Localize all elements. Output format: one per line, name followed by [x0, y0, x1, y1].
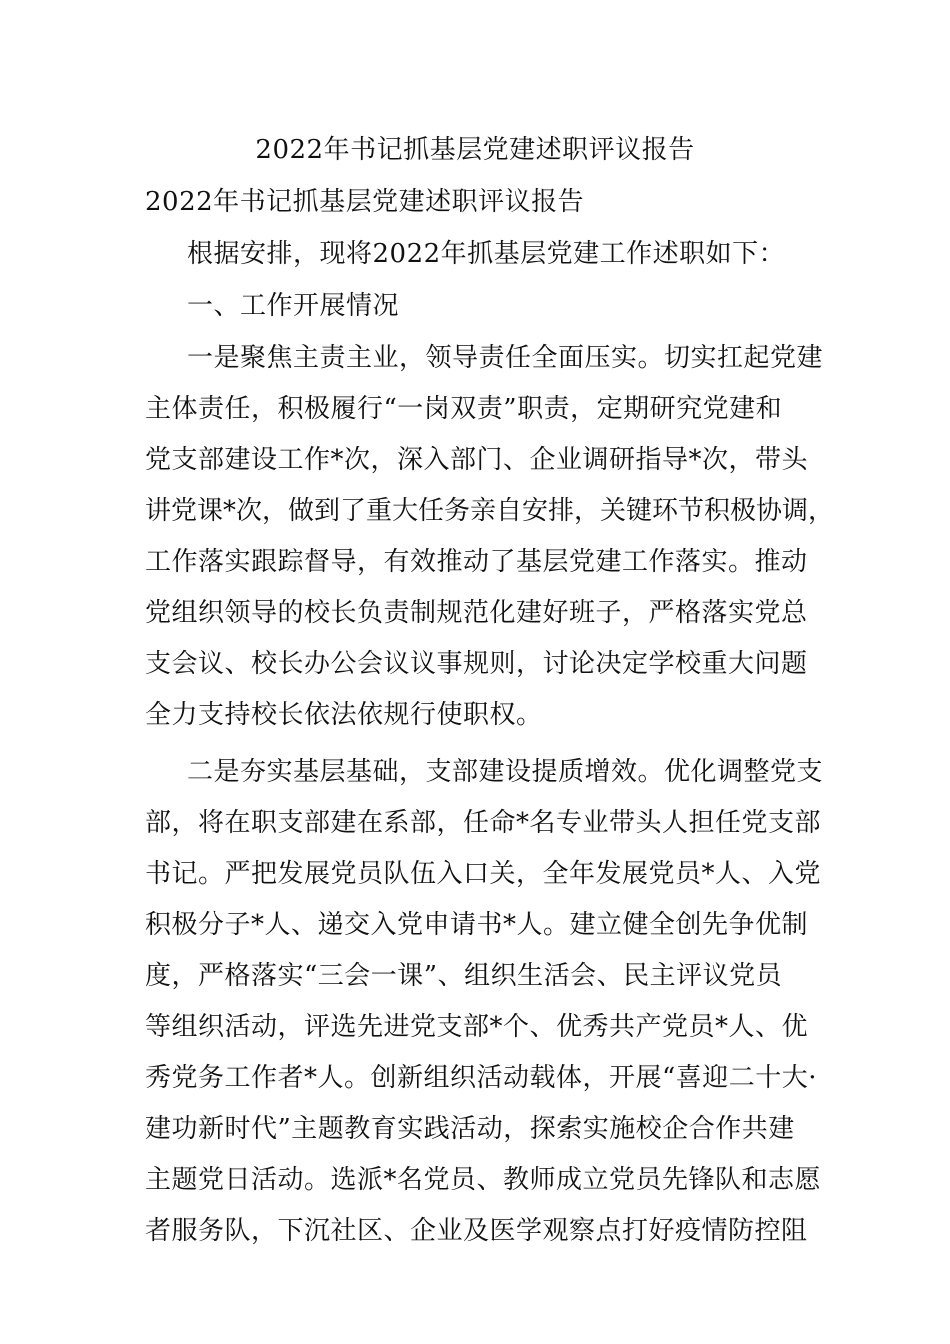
paragraph-2-line: 部，将在职支部建在系部，任命*名专业带头人担任党支部: [145, 808, 822, 838]
paragraph-2-line: 书记。严把发展党员队伍入口关，全年发展党员*人、入党: [145, 859, 822, 889]
document-title: 2022年书记抓基层党建述职评议报告: [255, 135, 695, 165]
paragraph-1-line: 主体责任，积极履行“一岗双责”职责，定期研究党建和: [145, 394, 783, 424]
section-heading: 一、工作开展情况: [187, 291, 400, 321]
paragraph-2-line: 秀党务工作者*人。创新组织活动载体，开展“喜迎二十大·: [145, 1063, 818, 1093]
paragraph-1-line: 党支部建设工作*次，深入部门、企业调研指导*次，带头: [145, 445, 809, 475]
paragraph-1-line: 讲党课*次，做到了重大任务亲自安排，关键环节积极协调，: [145, 496, 835, 526]
intro-paragraph: 根据安排，现将2022年抓基层党建工作述职如下：: [187, 239, 786, 269]
document-subtitle: 2022年书记抓基层党建述职评议报告: [145, 187, 585, 217]
paragraph-1-line: 支会议、校长办公会议议事规则，讨论决定学校重大问题: [145, 649, 808, 679]
paragraph-1-line: 党组织领导的校长负责制规范化建好班子，严格落实党总: [145, 598, 808, 628]
paragraph-2-line: 度，严格落实“三会一课”、组织生活会、民主评议党员: [145, 961, 783, 991]
paragraph-2-line: 建功新时代”主题教育实践活动，探索实施校企合作共建: [145, 1114, 795, 1144]
paragraph-2-line: 主题党日活动。选派*名党员、教师成立党员先锋队和志愿: [145, 1165, 822, 1195]
paragraph-2-line: 者服务队，下沉社区、企业及医学观察点打好疫情防控阻: [145, 1216, 808, 1246]
paragraph-1-line: 一是聚焦主责主业，领导责任全面压实。切实扛起党建: [187, 343, 824, 373]
paragraph-1-line: 工作落实跟踪督导，有效推动了基层党建工作落实。推动: [145, 547, 808, 577]
paragraph-2-line: 积极分子*人、递交入党申请书*人。建立健全创先争优制: [145, 910, 809, 940]
paragraph-2-line: 二是夯实基层基础，支部建设提质增效。优化调整党支: [187, 757, 824, 787]
paragraph-1-line: 全力支持校长依法依规行使职权。: [145, 700, 543, 730]
paragraph-2-line: 等组织活动，评选先进党支部*个、优秀共产党员*人、优: [145, 1012, 809, 1042]
